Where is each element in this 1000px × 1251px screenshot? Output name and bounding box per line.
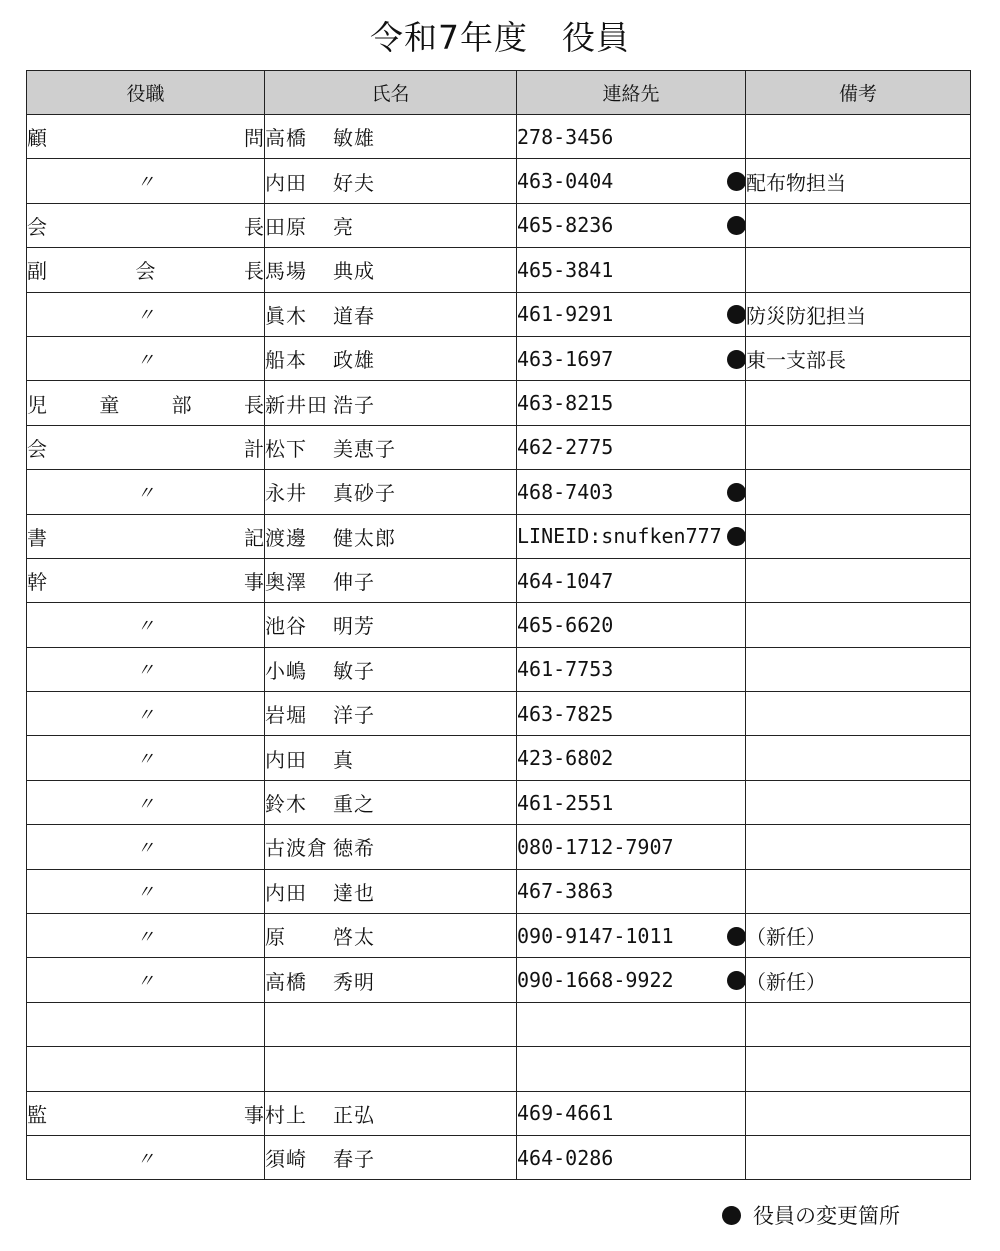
contact-value: 463-1697 xyxy=(517,346,614,371)
contact-cell xyxy=(517,292,746,336)
name-cell xyxy=(265,292,517,336)
contact-value: 461-9291 xyxy=(517,302,614,327)
role-char: 長 xyxy=(244,214,264,239)
role-cell xyxy=(27,514,265,558)
remark-cell xyxy=(746,159,971,203)
table-row xyxy=(27,1091,971,1135)
remark-cell xyxy=(746,958,971,1002)
changed-marker-icon xyxy=(727,927,746,946)
role-cell xyxy=(27,869,265,913)
contact-value: 468-7403 xyxy=(517,479,614,504)
changed-marker-icon xyxy=(727,216,746,235)
family-name: 松下 xyxy=(265,436,307,461)
contact-cell xyxy=(517,869,746,913)
role-cell xyxy=(27,958,265,1002)
family-name: 高橋 xyxy=(265,969,307,994)
role-char: 会 xyxy=(135,259,156,284)
contact-cell xyxy=(517,381,746,425)
table-row xyxy=(27,692,971,736)
role-char: 会 xyxy=(27,436,47,461)
role-cell xyxy=(27,1002,265,1046)
contact-value: 090-9147-1011 xyxy=(517,923,674,948)
officer-rows xyxy=(27,115,971,1180)
role-char: 監 xyxy=(27,1102,47,1127)
remark-cell xyxy=(746,825,971,869)
given-name: 亮 xyxy=(333,214,354,239)
given-name: 啓太 xyxy=(333,925,375,950)
given-name: 好夫 xyxy=(333,170,375,195)
role-cell xyxy=(27,115,265,159)
contact-cell xyxy=(517,914,746,958)
remark-cell xyxy=(746,470,971,514)
contact-value: 423-6802 xyxy=(517,746,614,771)
changed-marker-icon xyxy=(727,527,746,546)
contact-cell xyxy=(517,248,746,292)
given-name: 敏子 xyxy=(333,658,375,683)
role-char: 書 xyxy=(27,525,47,550)
remark-value: 東一支部長 xyxy=(746,348,846,373)
ditto-mark: 〃 xyxy=(136,749,155,771)
contact-cell xyxy=(517,425,746,469)
contact-cell xyxy=(517,1002,746,1046)
role-char: 長 xyxy=(243,392,264,417)
name-cell xyxy=(265,248,517,292)
role-cell xyxy=(27,1135,265,1179)
family-name: 内田 xyxy=(265,170,307,195)
family-name: 永井 xyxy=(265,481,307,506)
contact-cell xyxy=(517,958,746,1002)
officers-table xyxy=(26,70,971,1180)
name-cell xyxy=(265,958,517,1002)
family-name: 奥澤 xyxy=(265,570,307,595)
remark-cell xyxy=(746,869,971,913)
role-char: 児 xyxy=(27,392,47,417)
role-cell xyxy=(27,603,265,647)
name-cell xyxy=(265,558,517,602)
role-char: 幹 xyxy=(27,570,47,595)
remark-value: （新任） xyxy=(746,925,826,950)
remark-cell xyxy=(746,647,971,691)
name-cell xyxy=(265,692,517,736)
remark-cell xyxy=(746,292,971,336)
ditto-mark: 〃 xyxy=(136,349,155,371)
family-name: 岩堀 xyxy=(265,703,307,728)
given-name: 正弘 xyxy=(333,1102,375,1127)
remark-cell xyxy=(746,425,971,469)
given-name: 浩子 xyxy=(333,392,375,417)
contact-value: 463-8215 xyxy=(517,391,614,416)
family-name: 小嶋 xyxy=(265,658,307,683)
ditto-mark: 〃 xyxy=(136,660,155,682)
given-name: 典成 xyxy=(333,259,375,284)
table-row xyxy=(27,558,971,602)
ditto-mark: 〃 xyxy=(136,305,155,327)
role-char: 計 xyxy=(244,436,264,461)
remark-cell xyxy=(746,914,971,958)
given-name: 健太郎 xyxy=(333,525,396,550)
ditto-mark: 〃 xyxy=(136,926,155,948)
name-cell xyxy=(265,336,517,380)
contact-value: 090-1668-9922 xyxy=(517,968,674,993)
changed-marker-icon xyxy=(727,350,746,369)
table-row xyxy=(27,470,971,514)
family-name: 渡邊 xyxy=(265,525,307,550)
contact-value: 464-0286 xyxy=(517,1145,614,1170)
remark-cell xyxy=(746,692,971,736)
table-row xyxy=(27,425,971,469)
table-row xyxy=(27,603,971,647)
contact-cell xyxy=(517,736,746,780)
name-cell xyxy=(265,1135,517,1179)
contact-cell xyxy=(517,336,746,380)
role-char: 童 xyxy=(99,392,120,417)
ditto-mark: 〃 xyxy=(136,971,155,993)
given-name: 徳希 xyxy=(333,836,375,861)
contact-cell xyxy=(517,780,746,824)
remark-cell xyxy=(746,1135,971,1179)
given-name: 重之 xyxy=(333,792,375,817)
role-cell xyxy=(27,470,265,514)
role-char: 顧 xyxy=(27,126,47,151)
contact-value: 465-6620 xyxy=(517,612,614,637)
family-name: 眞木 xyxy=(265,303,307,328)
remark-cell xyxy=(746,603,971,647)
remark-cell xyxy=(746,780,971,824)
family-name: 高橋 xyxy=(265,126,307,151)
remark-cell xyxy=(746,1091,971,1135)
family-name: 池谷 xyxy=(265,614,307,639)
name-cell xyxy=(265,647,517,691)
table-row xyxy=(27,248,971,292)
role-char: 事 xyxy=(244,1102,264,1127)
contact-value: 461-2551 xyxy=(517,790,614,815)
contact-cell xyxy=(517,203,746,247)
table-row xyxy=(27,647,971,691)
remark-cell xyxy=(746,115,971,159)
name-cell xyxy=(265,1002,517,1046)
given-name: 春子 xyxy=(333,1147,375,1172)
contact-value: 464-1047 xyxy=(517,568,614,593)
remark-cell xyxy=(746,736,971,780)
changed-marker-icon xyxy=(727,483,746,502)
role-char: 会 xyxy=(27,214,47,239)
contact-cell xyxy=(517,514,746,558)
contact-value: 463-0404 xyxy=(517,169,614,194)
table-row xyxy=(27,115,971,159)
header-role: 役職 xyxy=(27,71,265,115)
table-header-row xyxy=(27,71,971,115)
name-cell xyxy=(265,115,517,159)
header-name: 氏名 xyxy=(265,71,517,115)
contact-cell xyxy=(517,159,746,203)
remark-cell xyxy=(746,248,971,292)
ditto-mark: 〃 xyxy=(136,837,155,859)
given-name: 明芳 xyxy=(333,614,375,639)
role-cell xyxy=(27,248,265,292)
role-cell xyxy=(27,780,265,824)
table-row xyxy=(27,203,971,247)
given-name: 真 xyxy=(333,747,354,772)
table-row xyxy=(27,958,971,1002)
name-cell xyxy=(265,425,517,469)
given-name: 敏雄 xyxy=(333,126,375,151)
remark-cell xyxy=(746,381,971,425)
remark-value: 防災防犯担当 xyxy=(746,303,866,328)
contact-cell xyxy=(517,692,746,736)
contact-cell xyxy=(517,603,746,647)
family-name: 内田 xyxy=(265,747,307,772)
name-cell xyxy=(265,1047,517,1091)
name-cell xyxy=(265,914,517,958)
legend xyxy=(722,1200,900,1230)
contact-cell xyxy=(517,115,746,159)
role-char: 記 xyxy=(244,525,264,550)
role-cell xyxy=(27,1091,265,1135)
name-cell xyxy=(265,514,517,558)
name-cell xyxy=(265,736,517,780)
remark-cell xyxy=(746,514,971,558)
given-name: 道春 xyxy=(333,303,375,328)
contact-value: 080-1712-7907 xyxy=(517,834,674,859)
ditto-mark: 〃 xyxy=(136,1148,155,1170)
role-cell xyxy=(27,736,265,780)
family-name: 新井田 xyxy=(265,392,328,417)
page-title: 令和7年度 役員 xyxy=(370,18,630,57)
family-name: 船本 xyxy=(265,348,307,373)
role-char: 問 xyxy=(244,126,264,151)
contact-cell xyxy=(517,825,746,869)
remark-value: （新任） xyxy=(746,969,826,994)
remark-cell xyxy=(746,1047,971,1091)
contact-value: LINEID:snufken777 xyxy=(517,524,722,549)
given-name: 伸子 xyxy=(333,570,375,595)
table-row xyxy=(27,336,971,380)
role-cell xyxy=(27,159,265,203)
family-name: 古波倉 xyxy=(265,836,328,861)
changed-marker-icon xyxy=(727,305,746,324)
ditto-mark: 〃 xyxy=(136,793,155,815)
ditto-mark: 〃 xyxy=(136,615,155,637)
remark-cell xyxy=(746,336,971,380)
given-name: 真砂子 xyxy=(333,481,396,506)
given-name: 達也 xyxy=(333,880,375,905)
table-row xyxy=(27,780,971,824)
contact-value: 465-8236 xyxy=(517,213,614,238)
contact-value: 462-2775 xyxy=(517,435,614,460)
table-row xyxy=(27,914,971,958)
table-row xyxy=(27,825,971,869)
role-char: 事 xyxy=(244,570,264,595)
contact-cell xyxy=(517,558,746,602)
family-name: 原 xyxy=(265,925,286,950)
remark-cell xyxy=(746,1002,971,1046)
name-cell xyxy=(265,203,517,247)
ditto-mark: 〃 xyxy=(136,882,155,904)
table-row xyxy=(27,381,971,425)
contact-value: 467-3863 xyxy=(517,879,614,904)
name-cell xyxy=(265,470,517,514)
changed-marker-icon xyxy=(727,172,746,191)
legend-label: 役員の変更箇所 xyxy=(753,1204,900,1228)
remark-cell xyxy=(746,203,971,247)
ditto-mark: 〃 xyxy=(136,704,155,726)
remark-value: 配布物担当 xyxy=(746,170,846,195)
name-cell xyxy=(265,603,517,647)
name-cell xyxy=(265,869,517,913)
given-name: 政雄 xyxy=(333,348,375,373)
table-row xyxy=(27,736,971,780)
family-name: 鈴木 xyxy=(265,792,307,817)
contact-value: 469-4661 xyxy=(517,1101,614,1126)
contact-cell xyxy=(517,1091,746,1135)
table-row xyxy=(27,1135,971,1179)
ditto-mark: 〃 xyxy=(136,482,155,504)
contact-cell xyxy=(517,647,746,691)
table-row xyxy=(27,159,971,203)
family-name: 田原 xyxy=(265,214,307,239)
role-cell xyxy=(27,336,265,380)
family-name: 馬場 xyxy=(265,259,307,284)
contact-cell xyxy=(517,1047,746,1091)
contact-value: 278-3456 xyxy=(517,124,614,149)
contact-value: 463-7825 xyxy=(517,701,614,726)
role-cell xyxy=(27,425,265,469)
role-cell xyxy=(27,647,265,691)
name-cell xyxy=(265,381,517,425)
changed-marker-icon xyxy=(727,971,746,990)
header-contact: 連絡先 xyxy=(517,71,746,115)
table-row xyxy=(27,514,971,558)
given-name: 美恵子 xyxy=(333,436,396,461)
role-cell xyxy=(27,558,265,602)
name-cell xyxy=(265,159,517,203)
name-cell xyxy=(265,1091,517,1135)
remark-cell xyxy=(746,558,971,602)
role-char: 部 xyxy=(171,392,192,417)
name-cell xyxy=(265,780,517,824)
given-name: 洋子 xyxy=(333,703,375,728)
role-char: 長 xyxy=(244,259,264,284)
header-remark: 備考 xyxy=(746,71,971,115)
contact-cell xyxy=(517,1135,746,1179)
table-row xyxy=(27,1047,971,1091)
role-cell xyxy=(27,203,265,247)
role-cell xyxy=(27,292,265,336)
contact-cell xyxy=(517,470,746,514)
name-cell xyxy=(265,825,517,869)
family-name: 村上 xyxy=(265,1102,307,1127)
changed-marker-icon xyxy=(722,1206,741,1225)
given-name: 秀明 xyxy=(333,969,375,994)
family-name: 須崎 xyxy=(265,1147,307,1172)
role-cell xyxy=(27,1047,265,1091)
contact-value: 461-7753 xyxy=(517,657,614,682)
role-cell xyxy=(27,381,265,425)
ditto-mark: 〃 xyxy=(136,172,155,194)
family-name: 内田 xyxy=(265,880,307,905)
table-row xyxy=(27,1002,971,1046)
table-row xyxy=(27,869,971,913)
role-cell xyxy=(27,825,265,869)
table-row xyxy=(27,292,971,336)
role-cell xyxy=(27,692,265,736)
role-cell xyxy=(27,914,265,958)
contact-value: 465-3841 xyxy=(517,257,614,282)
role-char: 副 xyxy=(27,259,47,284)
